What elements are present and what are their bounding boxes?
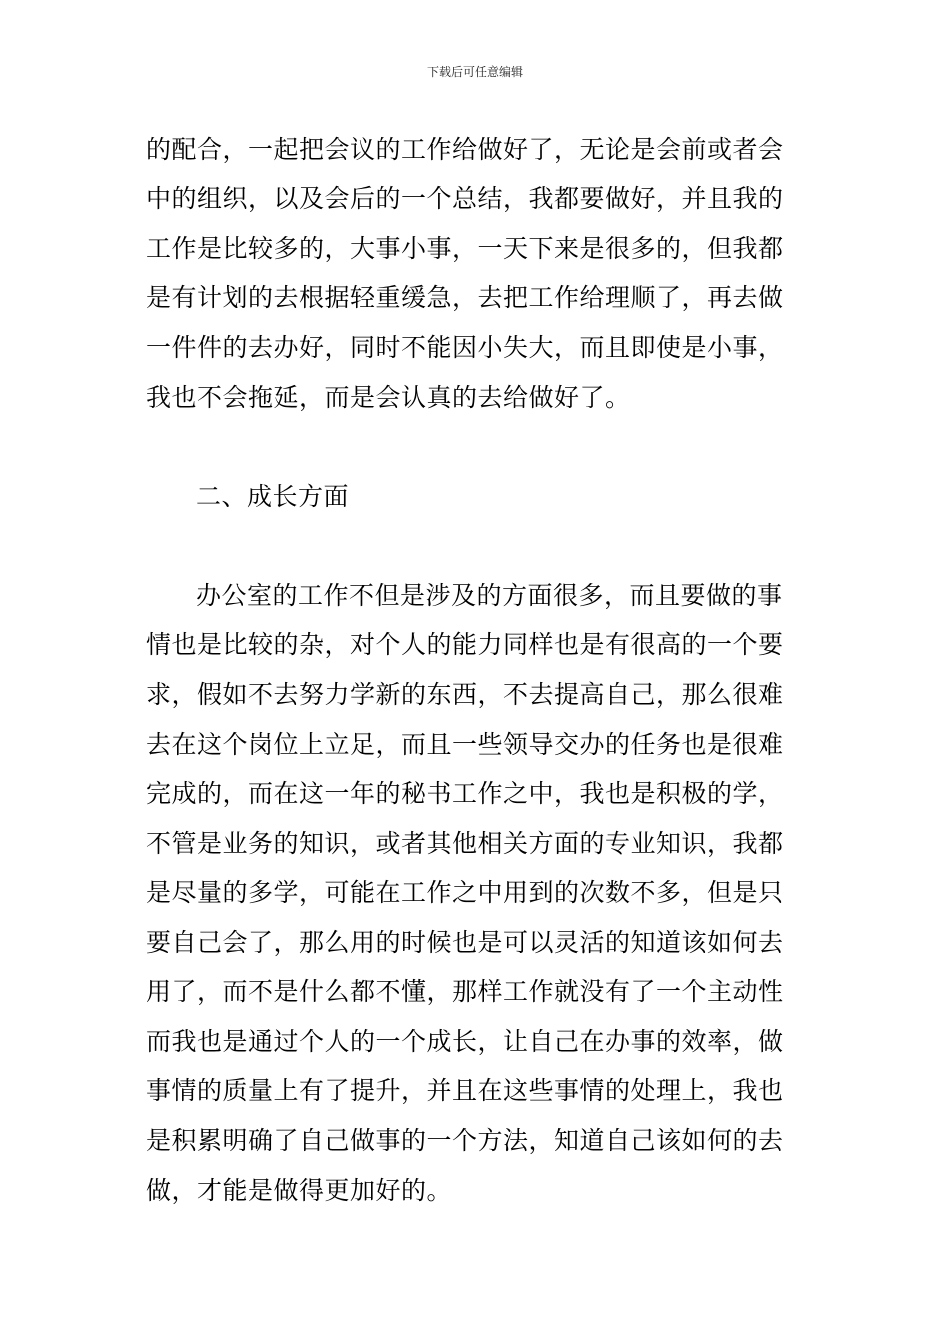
text-line: 求，假如不去努力学新的东西，不去提高自己，那么很难 [146, 680, 784, 709]
text-line: 是尽量的多学，可能在工作之中用到的次数不多，但是只 [146, 878, 784, 907]
section-heading: 二、成长方面 [196, 482, 350, 511]
text-line: 完成的，而在这一年的秘书工作之中，我也是积极的学， [146, 779, 784, 808]
text-line: 是有计划的去根据轻重缓急，去把工作给理顺了，再去做 [146, 283, 784, 312]
page-header: 下载后可任意编辑 [426, 65, 523, 79]
text-line: 的配合，一起把会议的工作给做好了，无论是会前或者会 [146, 135, 784, 164]
text-line: 一件件的去办好，同时不能因小失大，而且即使是小事， [146, 333, 784, 362]
text-line: 做，才能是做得更加好的。 [146, 1176, 453, 1205]
text-line: 用了，而不是什么都不懂，那样工作就没有了一个主动性 [146, 977, 784, 1006]
text-line: 而我也是通过个人的一个成长，让自己在办事的效率，做 [146, 1027, 784, 1056]
text-line: 不管是业务的知识，或者其他相关方面的专业知识，我都 [146, 829, 784, 858]
text-line: 要自己会了，那么用的时候也是可以灵活的知道该如何去 [146, 928, 784, 957]
text-line: 中的组织，以及会后的一个总结，我都要做好，并且我的 [146, 184, 784, 213]
text-line: 工作是比较多的，大事小事，一天下来是很多的，但我都 [146, 234, 784, 263]
text-line: 情也是比较的杂，对个人的能力同样也是有很高的一个要 [146, 630, 784, 659]
text-line: 是积累明确了自己做事的一个方法，知道自己该如何的去 [146, 1126, 784, 1155]
text-line: 事情的质量上有了提升，并且在这些事情的处理上，我也 [146, 1076, 784, 1105]
text-line: 办公室的工作不但是涉及的方面很多，而且要做的事 [196, 581, 783, 610]
text-line: 去在这个岗位上立足，而且一些领导交办的任务也是很难 [146, 730, 784, 759]
text-line: 我也不会拖延，而是会认真的去给做好了。 [146, 383, 631, 412]
